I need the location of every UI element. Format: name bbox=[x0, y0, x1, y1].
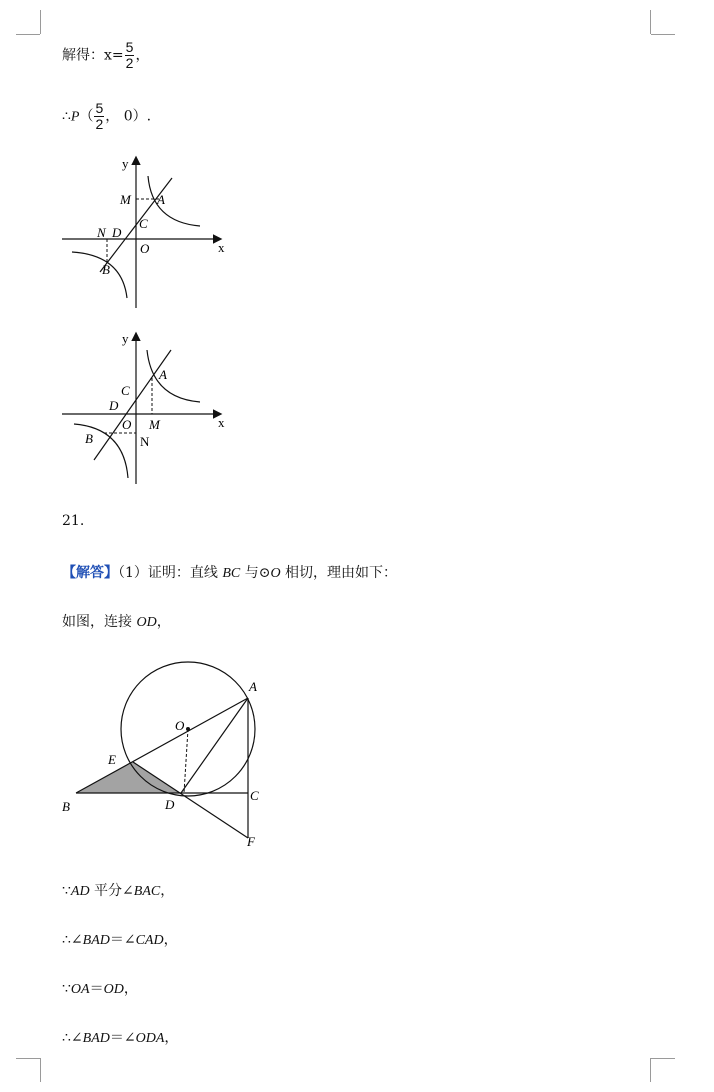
label-m: M bbox=[149, 417, 160, 432]
label-a: A bbox=[157, 192, 165, 207]
label-b: B bbox=[62, 799, 70, 814]
label-n: N bbox=[140, 434, 150, 449]
label-d: D bbox=[165, 797, 175, 812]
label-a: A bbox=[249, 679, 257, 694]
proof-step-1: ∵AD 平分∠BAC， bbox=[62, 883, 175, 899]
label-b: B bbox=[102, 262, 110, 277]
label-o: O bbox=[122, 417, 132, 432]
label-a: A bbox=[159, 367, 167, 382]
label-o: O bbox=[175, 718, 185, 733]
answer-tag: 【解答】 bbox=[62, 565, 118, 581]
connect-od-line: 如图，连接 OD， bbox=[62, 614, 171, 630]
proof-step-2: ∴∠BAD＝∠CAD， bbox=[62, 932, 178, 948]
fraction-five-halves-p: $\frac{5}{2}$ bbox=[95, 100, 104, 132]
label-o: O bbox=[140, 241, 150, 256]
label-c: C bbox=[250, 788, 259, 803]
point-p-line: ∴P（ $\frac{5}{2}$ ， 0）. bbox=[62, 100, 152, 132]
proof-step-3: ∵OA＝OD， bbox=[62, 981, 138, 997]
shaded-region bbox=[76, 762, 181, 793]
segment-ad bbox=[181, 698, 248, 793]
answer-heading: 【解答】（1）证明：直线 BC 与⊙O 相切，理由如下： bbox=[62, 565, 398, 581]
label-y: y bbox=[122, 156, 129, 171]
segment-ba bbox=[76, 698, 248, 793]
question-number: 21. bbox=[62, 513, 85, 529]
label-n: N bbox=[97, 225, 106, 240]
fraction-five-halves: $\frac{5}{2}$ bbox=[125, 39, 134, 71]
label-y: y bbox=[122, 331, 129, 346]
solve-result-line: 解得：x= $\frac{5}{2}$ ， bbox=[62, 39, 150, 71]
label-c: C bbox=[121, 383, 130, 398]
proof-step-4: ∴∠BAD＝∠ODA， bbox=[62, 1030, 179, 1046]
label-b: B bbox=[85, 431, 93, 446]
label-d: D bbox=[109, 398, 119, 413]
label-x: x bbox=[218, 240, 225, 255]
segment-ef bbox=[133, 762, 248, 838]
label-f: F bbox=[247, 834, 255, 849]
label-d: D bbox=[112, 225, 122, 240]
label-m: M bbox=[120, 192, 131, 207]
center-point-o bbox=[186, 727, 190, 731]
label-c: C bbox=[139, 216, 148, 231]
label-x: x bbox=[218, 415, 225, 430]
label-e: E bbox=[108, 752, 116, 767]
